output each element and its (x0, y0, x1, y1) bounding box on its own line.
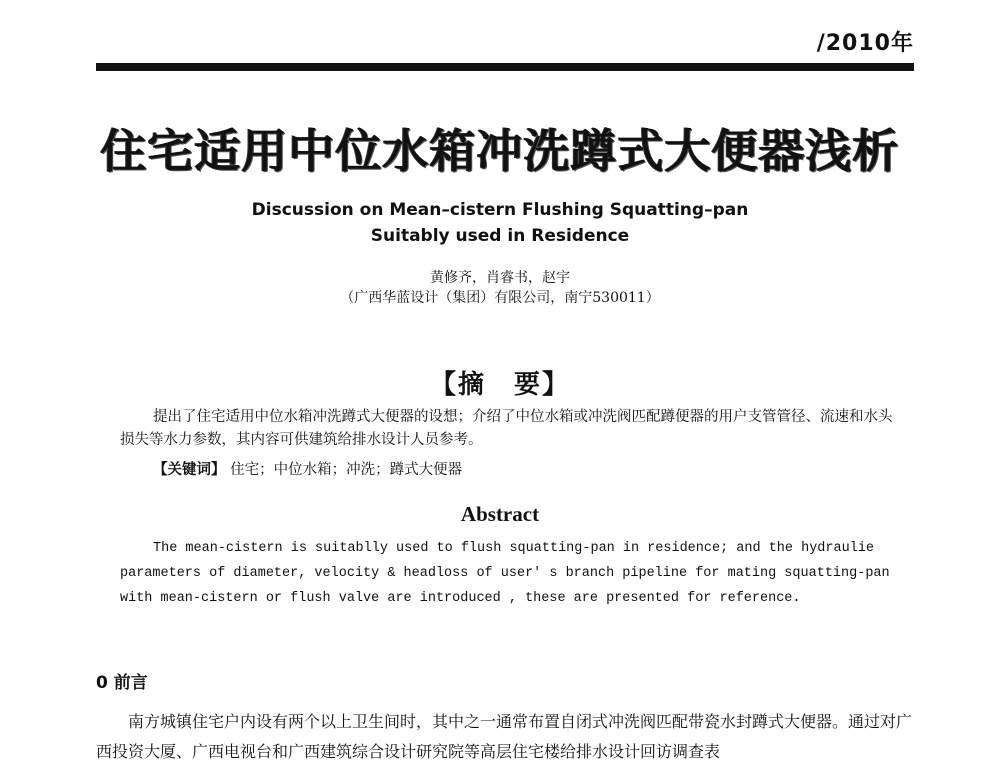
abstract-en-heading: Abstract (460, 502, 540, 526)
english-title-line-1: Discussion on Mean–cistern Flushing Squatting–pan (251, 200, 749, 220)
header-year: /2010年 (816, 31, 914, 56)
section-body-text: 南方城镇住宅户内设有两个以上卫生间时，其中之一通常布置自闭式冲洗阀匹配带瓷水封蹲式大便器。通过对广西投资大厦、广西电视台和广西建筑综合设计研究院等高层住宅楼给排水设计回访调查表 (96, 712, 913, 761)
abstract-cn-text: 提出了住宅适用中位水箱冲洗蹲式大便器的设想；介绍了中位水箱或冲洗阀匹配蹲便器的用户支管管径、流速和水头损失等水力参数，其内容可供建筑给排水设计人员参考。 (120, 409, 893, 448)
english-title-line-2: Suitably used in Residence (370, 226, 630, 246)
english-title (0, 197, 1000, 249)
keywords-label: 【关键词】 (153, 461, 226, 478)
abstract-cn-body (120, 406, 900, 452)
header-rule (96, 63, 914, 71)
abstract-en-text: The mean-cistern is suitablly used to flush squatting-pan in residence; and the hydraulie parameters of diameter, velocity & headloss of user' s branch pipeline for mating squatting-pan with mean-cistern or flush valve are introduced , these are presented for reference. (120, 541, 890, 606)
author-names: 黄修齐，肖睿书，赵宇 (430, 270, 570, 286)
paper-title: 住宅适用中位水箱冲洗蹲式大便器浅析 (100, 124, 900, 178)
keywords-text: 住宅；中位水箱；冲洗；蹲式大便器 (230, 462, 463, 478)
author-affiliation: （广西华蓝设计（集团）有限公司，南宁530011） (340, 290, 660, 306)
section-heading: 0 前言 (96, 673, 148, 693)
keywords (153, 458, 462, 479)
author-block (0, 268, 1000, 308)
abstract-cn-heading: 【摘 要】 (429, 370, 570, 400)
